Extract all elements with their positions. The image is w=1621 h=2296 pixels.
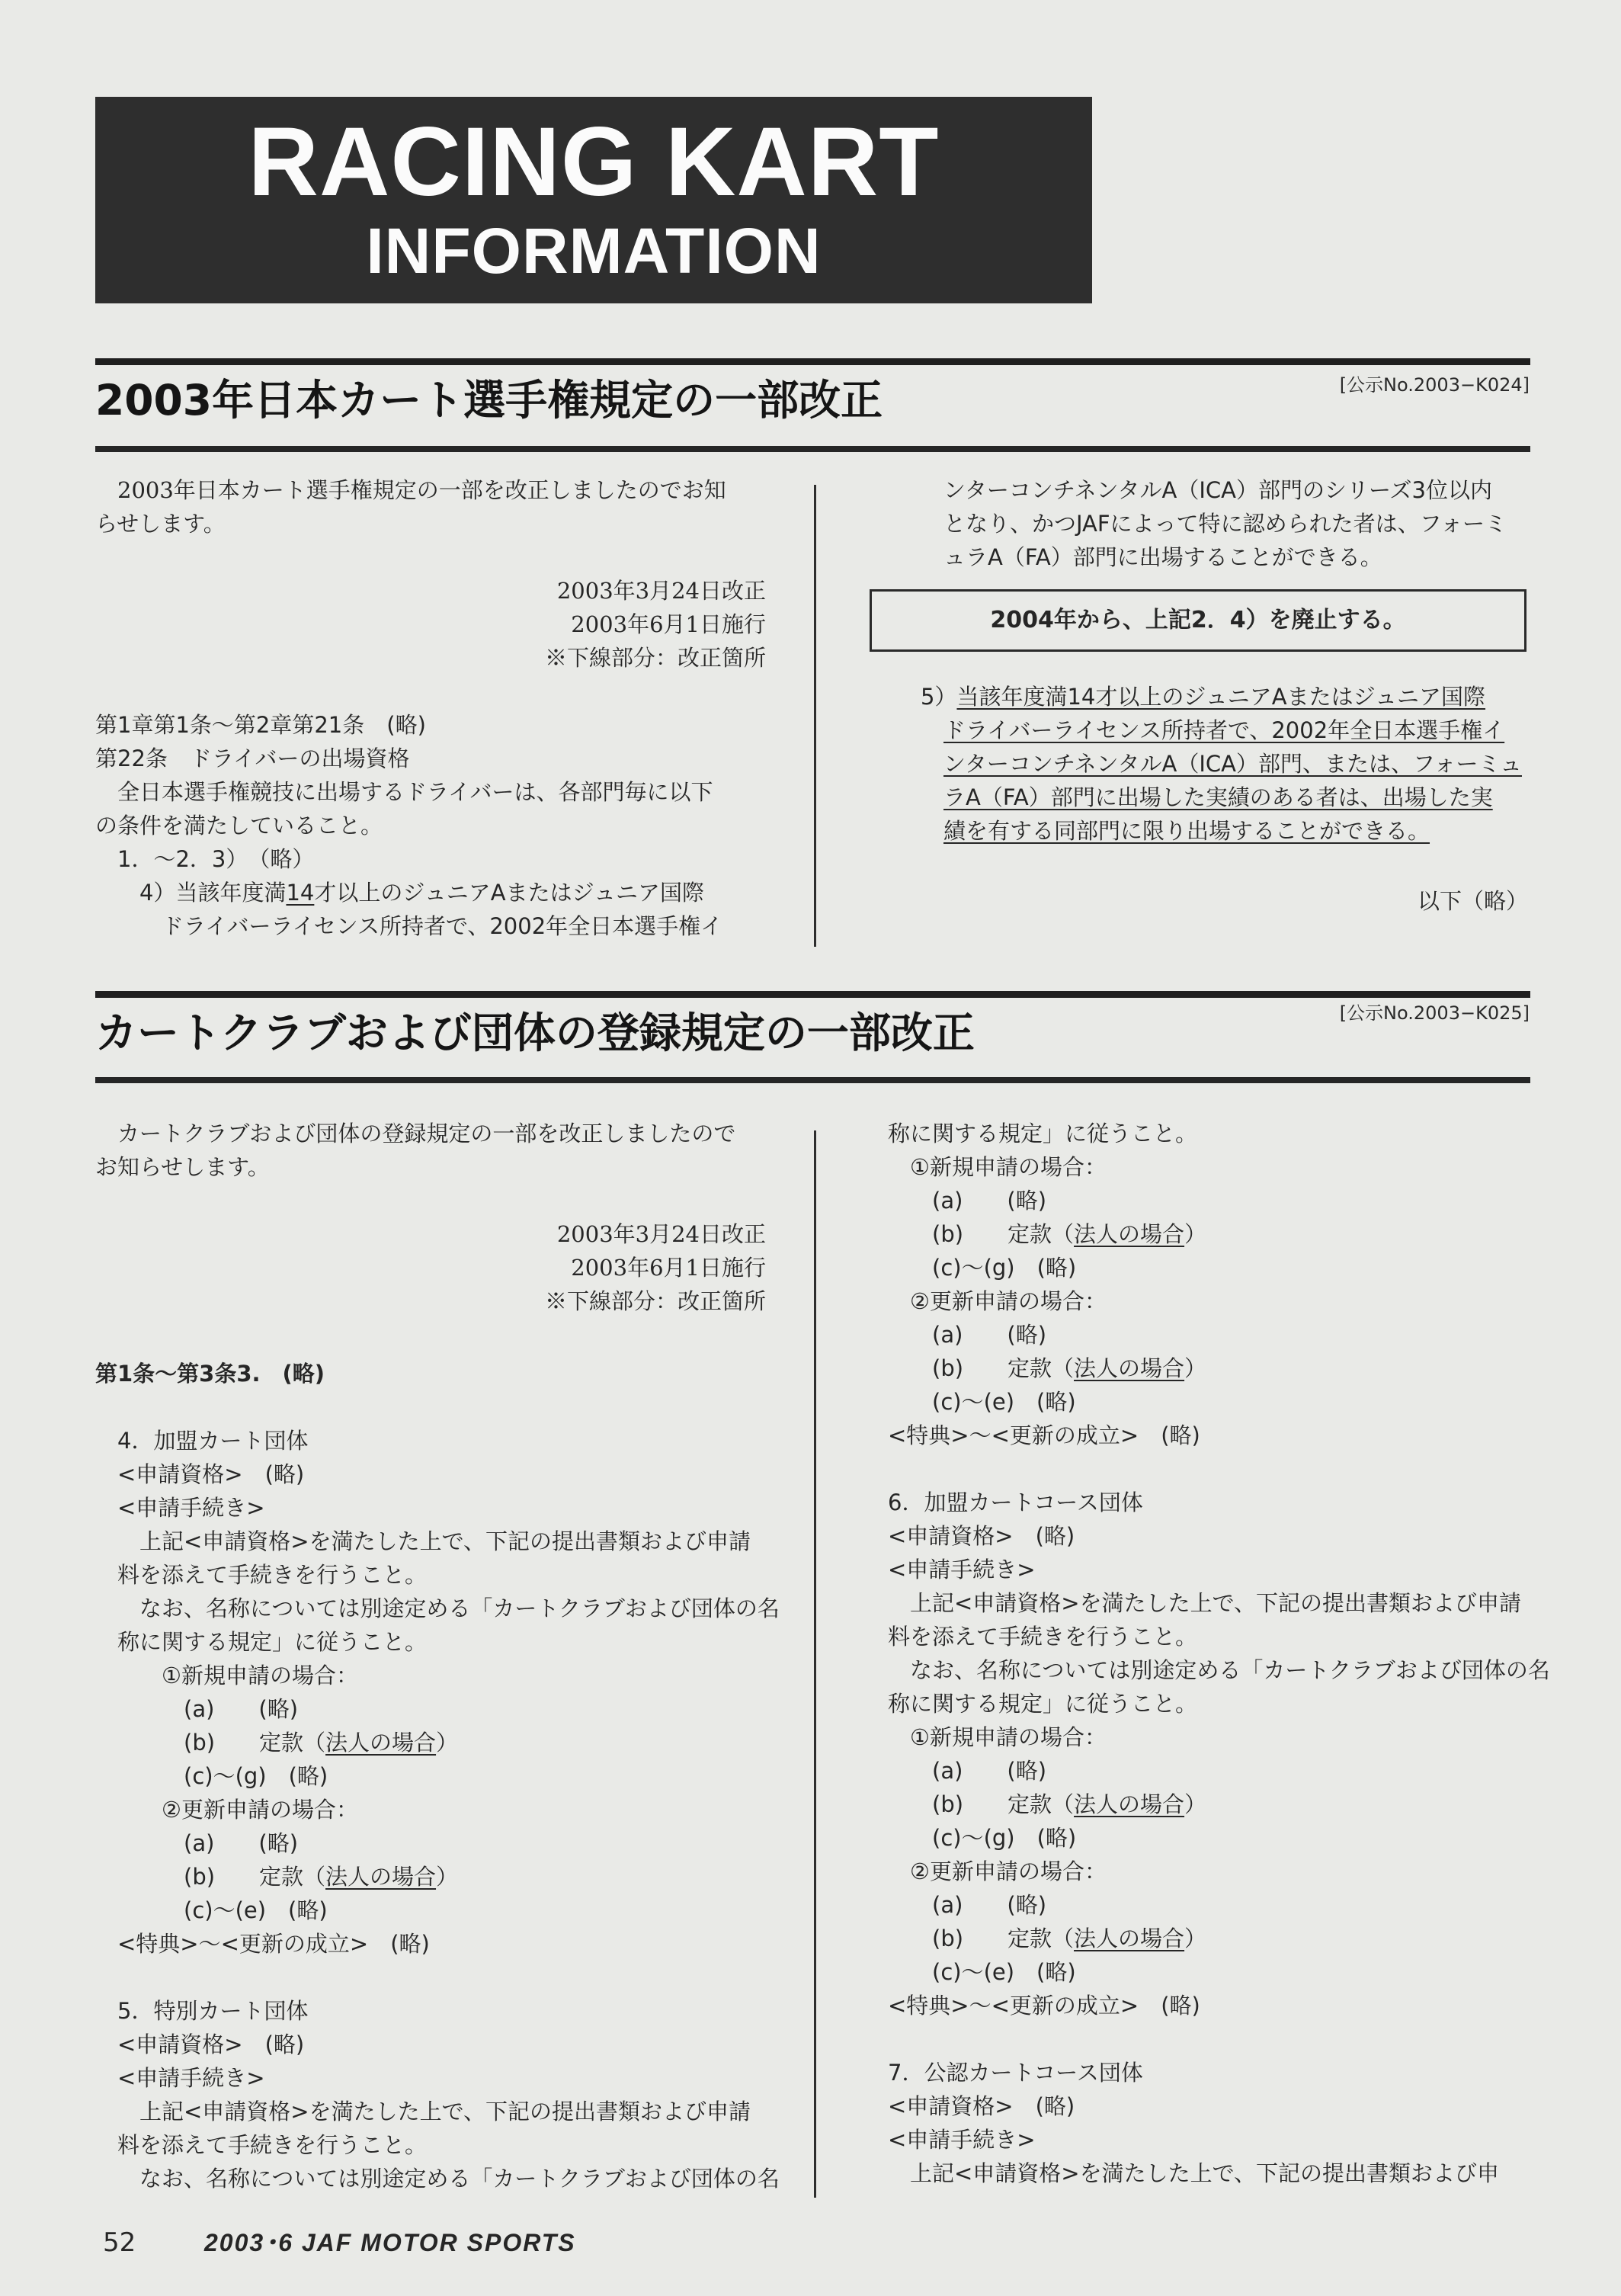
section1-column-divider: [814, 485, 816, 947]
section2-left-column: 第1条〜第3条3. (略) 4．加盟カート団体 <申請資格> (略) <申請手続き> 上記<申請資格>を満たした上で、下記の提出書類および申請 料を添えて手続きを行うこと。 なお、名称については別途定める「カートクラブおよび団体の名 称に関する規定」に従うこと。 ①新規申請の場合： (a) (略) (b) 定款（法人の場合） (c)〜(g) (略) ②更新申請の場合： (a) (略) (b) 定款（法人の場合） (c)〜(e) (略) <特典>〜<更新の成立> (略) 5．特別カート団体 <申請資格> (略) <申請手続き> 上記<申請資格>を満たした上で、下記の提出書類および申請 料を添えて手続きを行うこと。 なお、名称については別途定める「カートクラブおよび団体の名: [95, 1357, 766, 2195]
item5-block: 5）当該年度満14才以上のジュニアAまたはジュニア国際 ドライバーライセンス所持者で、2002年全日本選手権イ ンターコンチネンタルA（ICA）部門、または、フォーミュ ラA（FA）部門に出場した実績のある者は、出場した実 績を有する同部門に限り出場することができる。: [921, 684, 1522, 844]
underline-note: ※下線部分：改正箇所: [544, 645, 766, 671]
section1-notice-number: [公示No.2003−K024]: [1339, 374, 1530, 396]
section1-top-rule: [95, 358, 1530, 365]
banner-title-line1: RACING KART: [248, 107, 940, 216]
page-number: 52: [103, 2227, 136, 2258]
magazine-name: 2003･6 JAF MOTOR SPORTS: [204, 2229, 576, 2256]
section1-title: 2003年日本カート選手権規定の一部改正: [95, 376, 883, 425]
header-banner: [95, 97, 1092, 303]
section1-bottom-rule: [95, 446, 1530, 452]
section2-notice-number: [公示No.2003−K025]: [1339, 1002, 1530, 1024]
item4-line1: 4）当該年度満14才以上のジュニアAまたはジュニア国際: [95, 880, 705, 906]
abolition-notice-box: 2004年から、上記2．4）を廃止する。: [870, 589, 1526, 652]
section2-left-intro: カートクラブおよび団体の登録規定の一部を改正しましたので お知らせします。 2003年3月24日改正 2003年6月1日施行 ※下線部分：改正箇所: [95, 1121, 766, 1314]
section2-bottom-rule: [95, 1077, 1530, 1083]
section1-right-column: ンターコンチネンタルA（ICA）部門のシリーズ3位以内 となり、かつJAFによって特に認められた者は、フォーミ ュラA（FA）部門に出場することができる。: [943, 477, 1507, 570]
section1-left-column: 2003年日本カート選手権規定の一部を改正しましたのでお知 らせします。 2003年3月24日改正 2003年6月1日施行 ※下線部分：改正箇所 第1章第1条〜第2章第21条 (略) 第22条 ドライバーの出場資格 全日本選手権競技に出場するドライバーは、各部門毎に以下 の条件を満たしていること。 1．〜2．3） （略） 4）当該年度満14才以上のジュニアAまたはジュニア国際 ドライバーライセンス所持者で、2002年全日本選手権イ: [95, 473, 766, 943]
section1-ending: 以下（略）: [1417, 888, 1528, 914]
section2-right-column: 称に関する規定」に従うこと。 ①新規申請の場合： (a) (略) (b) 定款（法人の場合） (c)〜(g) (略) ②更新申請の場合： (a) (略) (b) 定款（法人の場合） (c)〜(e) (略) <特典>〜<更新の成立> (略) 6．加盟カートコース団体 <申請資格> (略) <申請手続き> 上記<申請資格>を満たした上で、下記の提出書類および申請 料を添えて手続きを行うこと。 なお、名称については別途定める「カートクラブおよび団体の名 称に関する規定」に従うこと。 ①新規申請の場合： (a) (略) (b) 定款（法人の場合） (c)〜(g) (略) ②更新申請の場合： (a) (略) (b) 定款（法人の場合） (c)〜(e) (略) <特典>〜<更新の成立> (略) 7．公認カートコース団体 <申請資格> (略) <申請手続き> 上記<申請資格>を満たした上で、下記の提出書類および申: [888, 1121, 1550, 2186]
banner-title-line2: INFORMATION: [366, 215, 822, 287]
effective-date: 2003年6月1日施行: [571, 611, 766, 637]
revision-date: 2003年3月24日改正: [556, 578, 766, 604]
article-heading: 第1条〜第3条3. (略): [95, 1361, 325, 1387]
item4-line2: ドライバーライセンス所持者で、2002年全日本選手権イ: [95, 913, 723, 939]
section2-column-divider: [814, 1130, 816, 2198]
section2-top-rule: [95, 991, 1530, 998]
section2-title: カートクラブおよび団体の登録規定の一部改正: [95, 1009, 975, 1057]
